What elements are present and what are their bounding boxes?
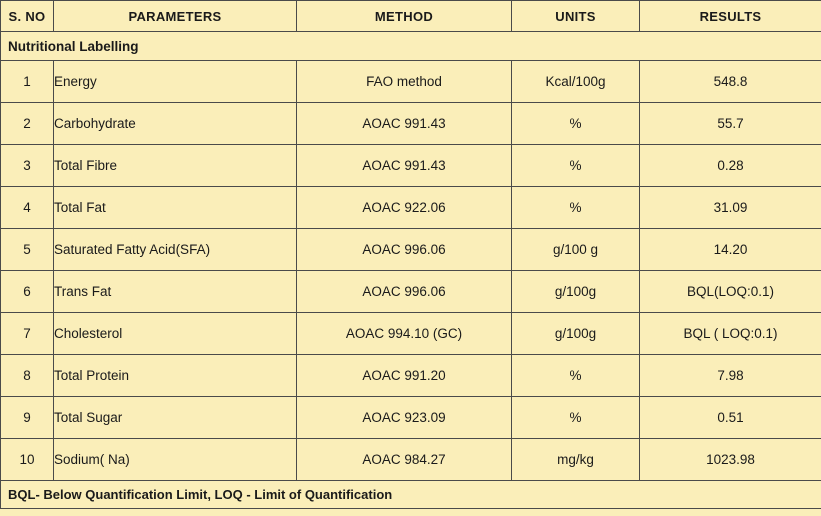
cell-units: % (512, 397, 640, 439)
cell-units: g/100 g (512, 229, 640, 271)
cell-sno: 2 (1, 103, 54, 145)
cell-result: 14.20 (640, 229, 821, 271)
table-body (1, 32, 821, 509)
table-header-row (1, 1, 821, 32)
table-row (1, 313, 821, 355)
cell-sno: 6 (1, 271, 54, 313)
cell-result: 55.7 (640, 103, 821, 145)
cell-result: BQL ( LOQ:0.1) (640, 313, 821, 355)
cell-parameter: Total Fibre (54, 145, 297, 187)
cell-sno: 9 (1, 397, 54, 439)
cell-method: FAO method (297, 61, 512, 103)
cell-parameter: Total Protein (54, 355, 297, 397)
cell-units: % (512, 103, 640, 145)
cell-units: % (512, 355, 640, 397)
cell-units: % (512, 187, 640, 229)
column-header-units: UNITS (512, 1, 640, 32)
cell-parameter: Total Fat (54, 187, 297, 229)
section-label: Nutritional Labelling (1, 32, 821, 61)
cell-parameter: Carbohydrate (54, 103, 297, 145)
cell-parameter: Saturated Fatty Acid(SFA) (54, 229, 297, 271)
table-header (1, 1, 821, 32)
cell-parameter: Trans Fat (54, 271, 297, 313)
cell-sno: 4 (1, 187, 54, 229)
table-row (1, 229, 821, 271)
cell-method: AOAC 922.06 (297, 187, 512, 229)
cell-method: AOAC 984.27 (297, 439, 512, 481)
cell-parameter: Energy (54, 61, 297, 103)
table-row (1, 439, 821, 481)
cell-method: AOAC 996.06 (297, 271, 512, 313)
cell-parameter: Cholesterol (54, 313, 297, 355)
cell-result: 548.8 (640, 61, 821, 103)
cell-units: g/100g (512, 271, 640, 313)
cell-parameter: Sodium( Na) (54, 439, 297, 481)
cell-result: 0.28 (640, 145, 821, 187)
table-row (1, 271, 821, 313)
footnote-text: BQL- Below Quantification Limit, LOQ - Limit of Quantification (1, 481, 821, 509)
table-row (1, 355, 821, 397)
cell-method: AOAC 991.43 (297, 145, 512, 187)
column-header-method: METHOD (297, 1, 512, 32)
cell-result: 1023.98 (640, 439, 821, 481)
cell-sno: 3 (1, 145, 54, 187)
cell-method: AOAC 923.09 (297, 397, 512, 439)
cell-units: % (512, 145, 640, 187)
table-row (1, 61, 821, 103)
column-header-results: RESULTS (640, 1, 821, 32)
cell-sno: 7 (1, 313, 54, 355)
section-header-row (1, 32, 821, 61)
cell-method: AOAC 994.10 (GC) (297, 313, 512, 355)
cell-sno: 5 (1, 229, 54, 271)
cell-units: g/100g (512, 313, 640, 355)
footnote-row (1, 481, 821, 509)
cell-units: mg/kg (512, 439, 640, 481)
table-row (1, 103, 821, 145)
cell-method: AOAC 991.43 (297, 103, 512, 145)
column-header-parameters: PARAMETERS (54, 1, 297, 32)
column-header-sno: S. NO (1, 1, 54, 32)
cell-result: 0.51 (640, 397, 821, 439)
cell-sno: 8 (1, 355, 54, 397)
cell-method: AOAC 991.20 (297, 355, 512, 397)
cell-result: 7.98 (640, 355, 821, 397)
cell-sno: 1 (1, 61, 54, 103)
cell-result: BQL(LOQ:0.1) (640, 271, 821, 313)
cell-parameter: Total Sugar (54, 397, 297, 439)
cell-method: AOAC 996.06 (297, 229, 512, 271)
table-row (1, 397, 821, 439)
cell-result: 31.09 (640, 187, 821, 229)
cell-units: Kcal/100g (512, 61, 640, 103)
table-row (1, 145, 821, 187)
cell-sno: 10 (1, 439, 54, 481)
table-row (1, 187, 821, 229)
